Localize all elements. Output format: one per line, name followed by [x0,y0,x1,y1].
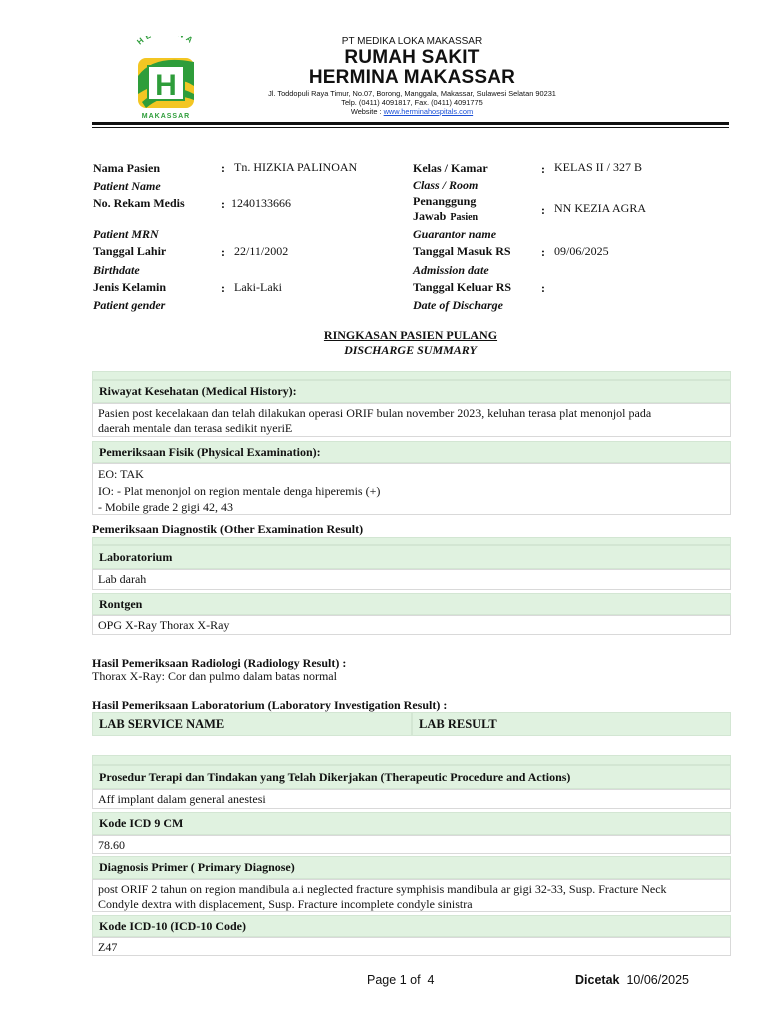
document-title: RINGKASAN PASIEN PULANG [323,328,498,342]
gender-label: Jenis Kelamin [93,280,167,294]
primary-diagnosis-line: post ORIF 2 tahun on region mandibula a.i neglected fracture symphisis mandibula ar gigi 32-33, Susp. Fracture Neck [98,882,667,896]
mrn-label: No. Rekam Medis [93,196,185,210]
header-divider [92,122,729,125]
company-name: PT MEDIKA LOKA MAKASSAR [341,36,483,47]
colon: : [221,281,225,295]
logo-arc-text: H A [135,36,197,47]
admission-sub: Admission date [413,263,489,277]
medical-history-content [92,403,731,437]
colon: : [541,162,545,176]
colon: : [541,281,545,295]
hospital-title-line2: HERMINA MAKASSAR [308,67,516,88]
procedure-value: Aff implant dalam general anestesi [92,789,731,809]
admission-value: 09/06/2025 [554,244,609,258]
hospital-phone: Telp. (0411) 4091817, Fax. (0411) 4091775 [341,98,483,107]
guarantor-value: NN KEZIA AGRA [554,201,646,215]
rontgen-value: OPG X-Ray Thorax X-Ray [92,615,731,635]
colon: : [541,203,545,217]
website-label: Website : [350,107,384,116]
icd9-value: 78.60 [92,835,731,854]
dob-sub: Birthdate [93,263,140,277]
guarantor-label-line1: Penanggung [413,194,477,208]
page-number: 1 [399,973,407,987]
gender-sub: Patient gender [93,298,166,312]
section-spacer-bar [92,371,731,380]
laboratory-heading: Laboratorium [92,545,731,569]
class-sub: Class / Room [413,178,479,192]
patient-name-sub: Patient Name [93,179,161,193]
medical-history-line: Pasien post kecelakaan dan telah dilakukan operasi ORIF bulan november 2023, keluhan terasa plat menonjol pada [98,406,652,420]
header-divider-thin [92,127,729,128]
guarantor-label-small: Pasien [450,212,479,223]
svg-text:HERMINA [135,36,196,47]
page-of-label: of [410,973,421,987]
laboratory-value: Lab darah [92,569,731,590]
guarantor-sub: Guarantor name [413,227,497,241]
hospital-website [222,107,602,116]
dob-label: Tanggal Lahir [93,244,167,258]
discharge-label: Tanggal Keluar RS [413,280,512,294]
page-indicator [367,973,434,987]
mrn-sub: Patient MRN [93,227,159,241]
class-label: Kelas / Kamar [413,161,488,175]
logo-city-text: MAKASSAR [141,113,191,120]
medical-history-line: daerah mentale dan terasa sedikit nyeriE [98,421,293,435]
discharge-sub: Date of Discharge [413,298,503,312]
mrn-value: 1240133666 [231,196,291,210]
primary-diagnosis-line: Condyle dextra with displacement, Susp. Fracture incomplete condyle sinistra [98,897,473,911]
website-link[interactable]: www.herminahospitals.com [383,107,474,116]
dob-value: 22/11/2002 [234,244,289,258]
radiology-heading: Hasil Pemeriksaan Radiologi (Radiology Result) : [92,656,347,670]
rontgen-heading: Rontgen [92,593,731,615]
lab-investigation-heading: Hasil Pemeriksaan Laboratorium (Laboratory Investigation Result) : [92,698,448,712]
icd9-heading: Kode ICD 9 CM [92,812,731,835]
page-total: 4 [427,973,435,987]
hospital-title-line1: RUMAH SAKIT [344,47,480,68]
colon: : [221,197,225,211]
radiology-value: Thorax X-Ray: Cor dan pulmo dalam batas normal [92,669,337,683]
patient-name-value: Tn. HIZKIA PALINOAN [234,160,358,174]
lab-column-result: LAB RESULT [412,712,731,736]
physical-exam-content [92,463,731,515]
hospital-address: Jl. Toddopuli Raya Timur, No.07, Borong, Manggala, Makassar, Sulawesi Selatan 90231 [268,89,556,98]
physical-exam-line: - Mobile grade 2 gigi 42, 43 [98,500,233,514]
procedure-heading: Prosedur Terapi dan Tindakan yang Telah Dikerjakan (Therapeutic Procedure and Actions) [92,765,731,789]
colon: : [541,245,545,259]
patient-name-label: Nama Pasien [93,161,160,175]
lab-column-service-name: LAB SERVICE NAME [92,712,412,736]
physical-exam-heading: Pemeriksaan Fisik (Physical Examination): [92,441,731,463]
primary-diagnosis-content [92,879,731,912]
diagnostic-heading: Pemeriksaan Diagnostik (Other Examination Result) [92,522,364,536]
hospital-logo [124,36,208,120]
printed-date [575,973,689,987]
page-label: Page [367,973,397,987]
admission-label: Tanggal Masuk RS [413,244,511,258]
document-subtitle: DISCHARGE SUMMARY [344,343,477,357]
logo-letter: H [155,69,177,102]
printed-value: 10/06/2025 [626,973,689,987]
section-spacer-bar [92,755,731,765]
guarantor-label-line2 [413,207,478,225]
physical-exam-line: EO: TAK [98,467,144,481]
physical-exam-line: IO: - Plat menonjol on region mentale denga hiperemis (+) [98,483,381,498]
gender-value: Laki-Laki [234,280,282,294]
colon: : [221,161,225,175]
class-value: KELAS II / 327 B [554,160,642,174]
icd10-value: Z47 [92,937,731,956]
colon: : [221,245,225,259]
section-spacer-bar [92,537,731,545]
icd10-heading: Kode ICD-10 (ICD-10 Code) [92,915,731,937]
printed-label: Dicetak [575,973,620,987]
primary-diagnosis-heading: Diagnosis Primer ( Primary Diagnose) [92,856,731,879]
medical-history-heading: Riwayat Kesehatan (Medical History): [92,380,731,403]
guarantor-label-word: Jawab [413,209,447,223]
